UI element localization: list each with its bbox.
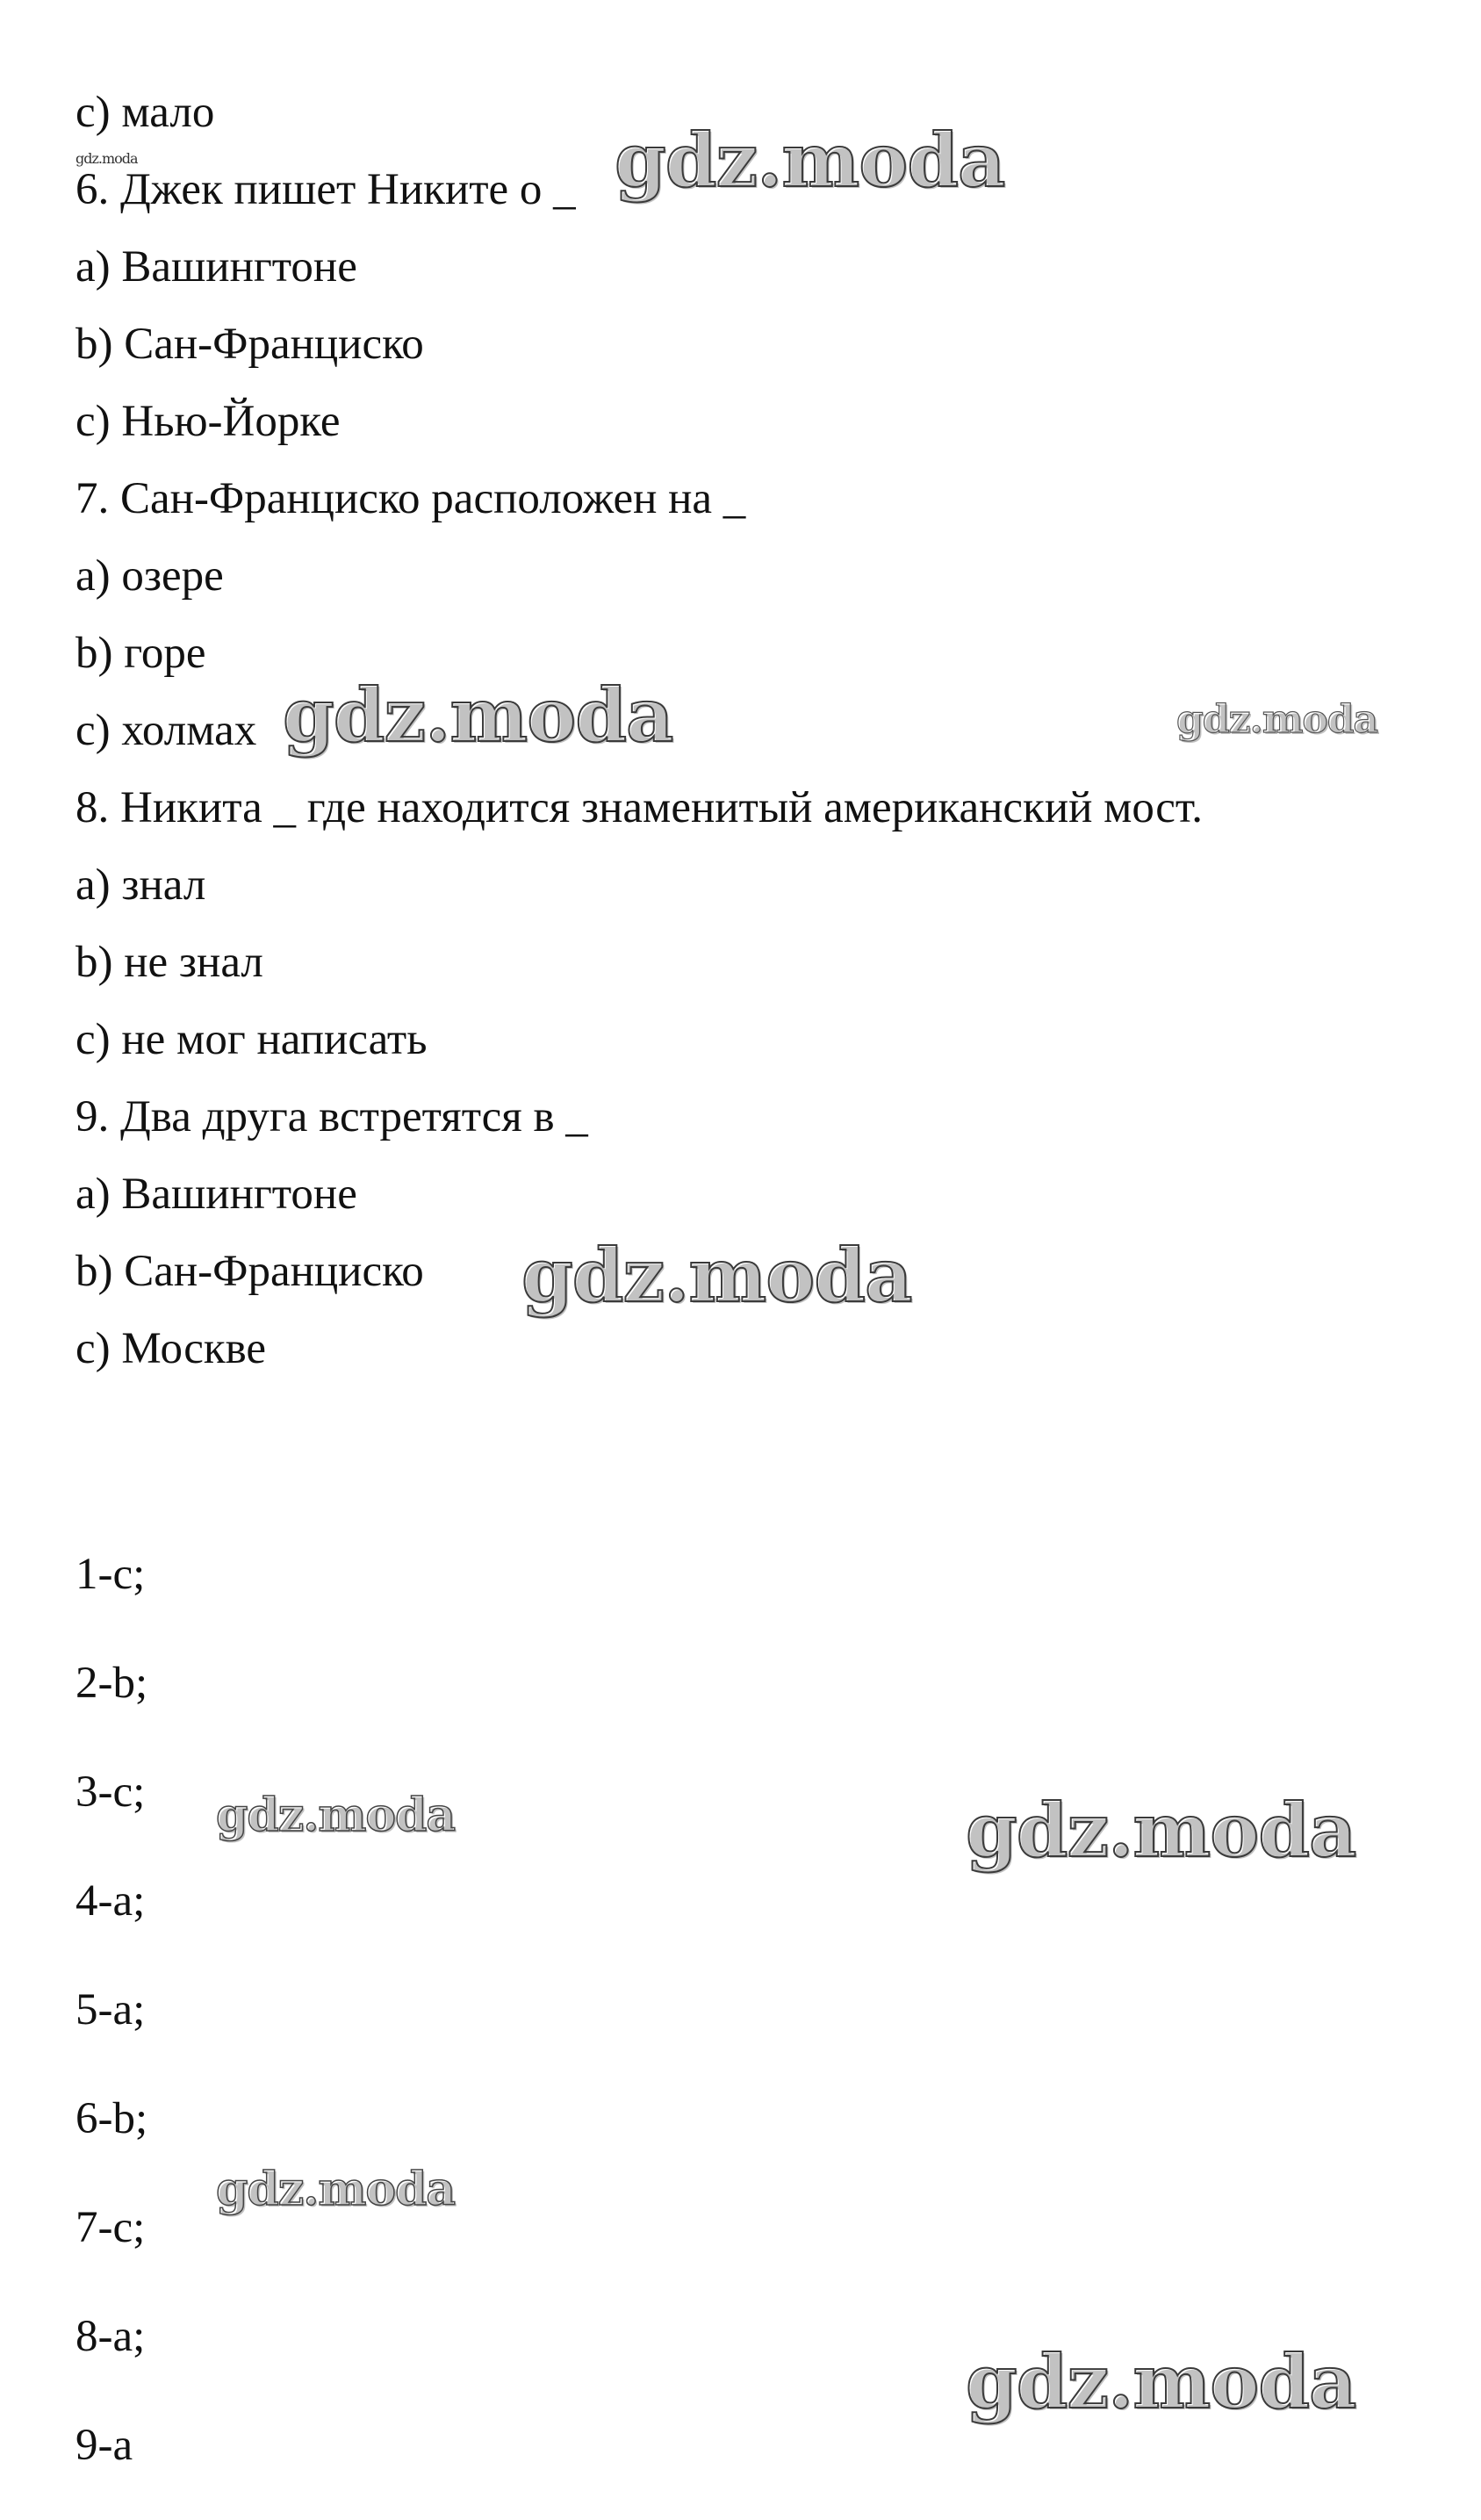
watermark-answers-right-1: gdz.moda [966, 1787, 1356, 1874]
option-q9-b: b) Сан-Франциско [75, 1247, 424, 1296]
answer-7: 7-c; [75, 2203, 146, 2252]
answer-5: 5-a; [75, 1985, 146, 2034]
option-q7-b: b) горе [75, 629, 206, 678]
option-q9-c: c) Москве [75, 1324, 267, 1373]
watermark-answers-left-2: gdz.moda [216, 2163, 456, 2216]
question-6: 6. Джек пишет Никите о _ [75, 165, 576, 214]
option-q5-c: c) мало [75, 88, 215, 137]
option-q8-a: a) знал [75, 860, 206, 910]
question-8: 8. Никита _ где находится знаменитый американский мост. [75, 783, 1204, 832]
watermark-top: gdz.moda [615, 117, 1005, 204]
watermark-right-small: gdz.moda [1176, 697, 1378, 742]
option-q8-b: b) не знал [75, 938, 263, 987]
option-q6-c: c) Нью-Йорке [75, 397, 341, 446]
watermark-san-francisco: gdz.moda [521, 1232, 912, 1319]
option-q7-c: c) холмах [75, 706, 257, 755]
watermark-answers-left-1: gdz.moda [216, 1789, 456, 1842]
question-9: 9. Два друга встретятся в _ [75, 1092, 588, 1141]
answer-9: 9-a [75, 2421, 133, 2470]
answer-3: 3-c; [75, 1768, 146, 1817]
answer-8: 8-a; [75, 2312, 146, 2361]
option-q7-a: a) озере [75, 551, 224, 601]
answer-2: 2-b; [75, 1659, 148, 1708]
watermark-holmah: gdz.moda [283, 672, 673, 759]
question-7: 7. Сан-Франциско расположен на _ [75, 474, 746, 523]
option-q6-a: a) Вашингтоне [75, 242, 357, 292]
answer-4: 4-a; [75, 1876, 146, 1926]
answer-1: 1-c; [75, 1550, 146, 1599]
watermark-answers-right-2: gdz.moda [966, 2338, 1356, 2425]
option-q9-a: a) Вашингтоне [75, 1170, 357, 1219]
option-q6-b: b) Сан-Франциско [75, 320, 424, 369]
option-q8-c: c) не мог написать [75, 1015, 428, 1064]
watermark-tiny: gdz.moda [75, 150, 138, 167]
answer-6: 6-b; [75, 2094, 148, 2143]
